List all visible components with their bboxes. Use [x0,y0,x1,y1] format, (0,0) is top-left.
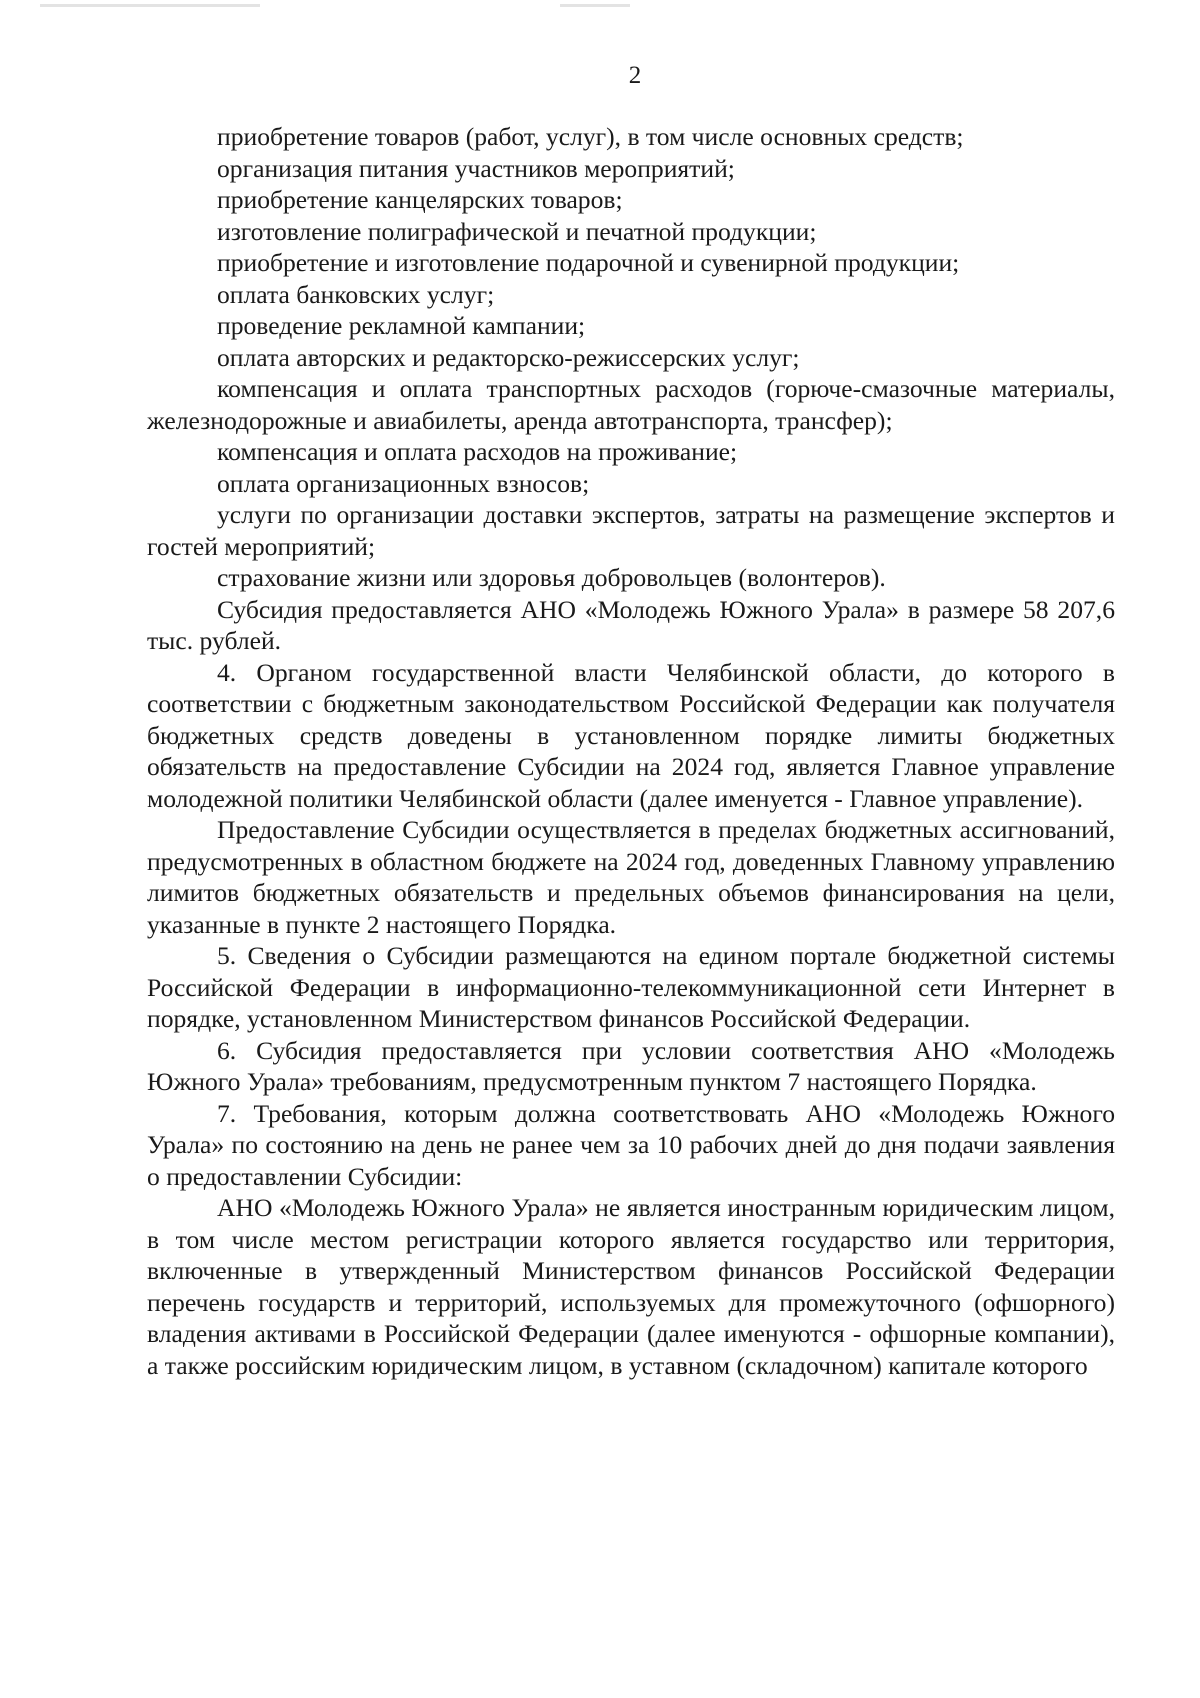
paragraph: 4. Органом государственной власти Челябинской области, до которого в соответствии с бюджетным законодательством Российской Федерации как получателя бюджетных средств доведены в установленном порядке лимиты бюджетных обязательств на предоставление Субсидии на 2024 год, является Главное управление молодежной политики Челябинской области (далее именуется - Главное управление). [147,657,1115,813]
page-number: 2 [628,62,642,89]
paragraph: приобретение товаров (работ, услуг), в том числе основных средств; [217,122,964,151]
paragraph: компенсация и оплата расходов на проживание; [217,437,738,466]
paragraph: организация питания участников мероприятий; [217,153,735,183]
scan-artifact [560,4,630,7]
paragraph: Предоставление Субсидии осуществляется в пределах бюджетных ассигнований, предусмотренных в областном бюджете на 2024 год, доведенных Главному управлению лимитов бюджетных обязательств и предельных объемов финансирования на цели, указанные в пункте 2 настоящего Порядка. [147,815,1115,939]
paragraph: компенсация и оплата транспортных расходов (горюче-смазочные материалы, железнодорожные и авиабилеты, аренда автотранспорта, трансфер); [147,374,1115,435]
paragraph: оплата организационных взносов; [217,468,590,498]
paragraph: оплата авторских и редакторско-режиссерских услуг; [217,342,800,372]
paragraph: 5. Сведения о Субсидии размещаются на едином портале бюджетной системы Российской Федерации в информационно-телекоммуникационной сети Интернет в порядке, установленном Министерством финансов Российской Федерации. [147,941,1115,1033]
paragraph: проведение рекламной кампании; [217,311,586,340]
paragraph: изготовление полиграфической и печатной продукции; [217,216,817,246]
paragraph: услуги по организации доставки экспертов, затраты на размещение экспертов и гостей мероприятий; [147,500,1115,561]
paragraph: приобретение канцелярских товаров; [217,185,623,214]
paragraph: АНО «Молодежь Южного Урала» не является иностранным юридическим лицом, в том числе местом регистрации которого является государство или территория, включенные в утвержденный Министерством финансов Российской Федерации перечень государств и территорий, используемых для промежуточного (офшорного) владения активами в Российской Федерации (далее именуются - офшорные компании), а также российским юридическим лицом, в уставном (складочном) капитале которого [147,1193,1115,1380]
paragraph: 6. Субсидия предоставляется при условии соответствия АНО «Молодежь Южного Урала» требованиям, предусмотренным пунктом 7 настоящего Порядка. [147,1035,1115,1096]
paragraph: приобретение и изготовление подарочной и сувенирной продукции; [217,248,960,277]
paragraph: оплата банковских услуг; [217,279,495,309]
scan-artifact [40,4,260,7]
paragraph: страхование жизни или здоровья добровольцев (волонтеров). [217,563,886,592]
document-body [147,121,1115,1381]
paragraph: 7. Требования, которым должна соответствовать АНО «Молодежь Южного Урала» по состоянию на день не ранее чем за 10 рабочих дней до дня подачи заявления о предоставлении Субсидии: [147,1098,1115,1191]
paragraph: Субсидия предоставляется АНО «Молодежь Южного Урала» в размере 58 207,6 тыс. рублей. [147,594,1115,655]
